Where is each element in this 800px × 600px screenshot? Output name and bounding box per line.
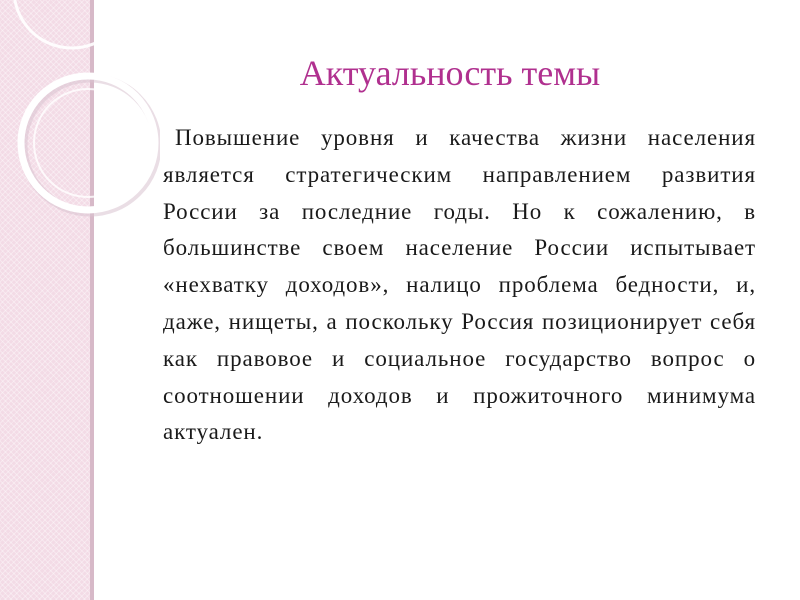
concentric-circles-icon (0, 0, 160, 260)
ring-highlight (21, 76, 155, 210)
large-circle-outline (14, 0, 130, 48)
slide-body-text: Повышение уровня и качества жизни населения является стратегическим направлением развития России за последние годы. Но к сожалению, в большинстве своем население России испытывает «нехватку доходов», налицо проблема бедности, и, даже, нищеты, а поскольку Россия позиционирует себя как правовое и социальное государство вопрос о соотношении доходов и прожиточного минимума актуален. (163, 125, 756, 445)
slide-title: Актуальность темы (299, 53, 601, 93)
inner-ring (34, 89, 142, 197)
